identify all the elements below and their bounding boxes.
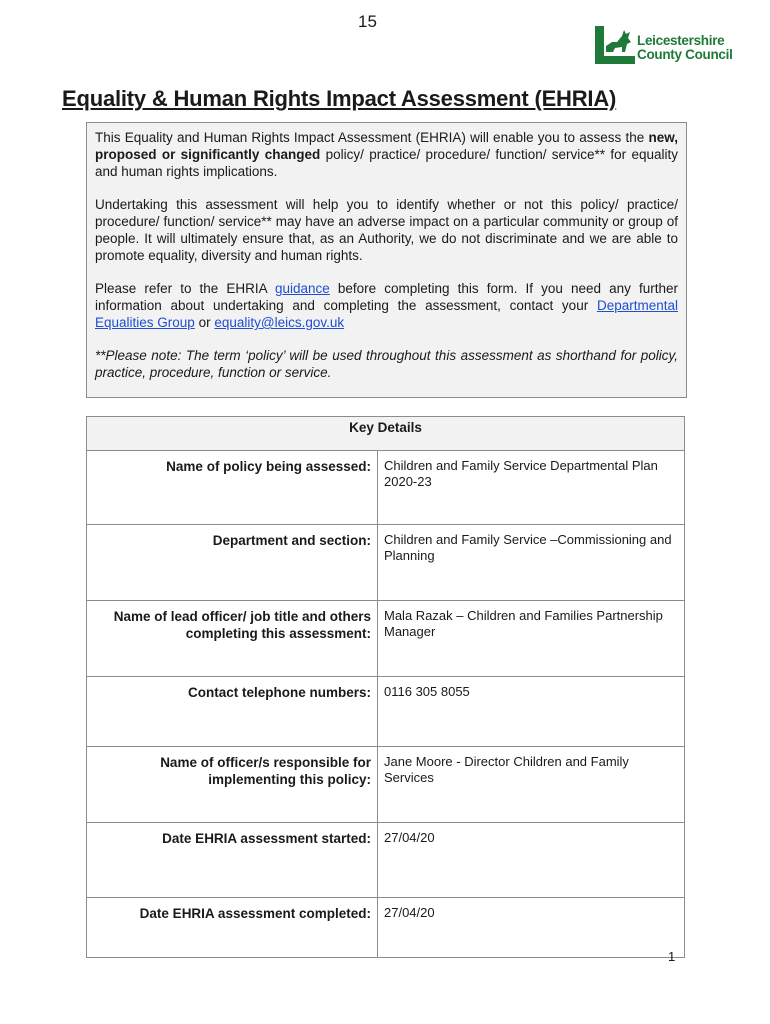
field-value-date-completed[interactable]: 27/04/20 <box>378 898 685 958</box>
key-details-heading: Key Details <box>87 417 685 451</box>
intro-p1-text: This Equality and Human Rights Impact Assessment (EHRIA) will enable you to assess the <box>95 130 649 145</box>
logo-line-1: Leicestershire <box>637 33 725 48</box>
intro-p3-text: Please refer to the EHRIA <box>95 281 275 296</box>
field-label-date-started: Date EHRIA assessment started: <box>87 823 378 898</box>
top-page-number: 15 <box>358 12 377 31</box>
council-logo <box>595 22 745 64</box>
intro-p3-or: or <box>194 315 215 330</box>
intro-paragraph-1 <box>95 129 678 180</box>
intro-paragraph-2: Undertaking this assessment will help you to identify whether or not this policy/ practice/ procedure/ function/ service** may have an adverse impact on a particular community or group of people. It will ultimately ensure that, as an Authority, we do not discriminate and we are able to promote equality, diversity and human rights. <box>95 197 678 263</box>
guidance-link[interactable]: guidance <box>275 281 330 296</box>
field-label-policy-name: Name of policy being assessed: <box>87 451 378 525</box>
table-row <box>87 525 685 601</box>
intro-note: **Please note: The term ‘policy’ will be used throughout this assessment as shorthand for policy, practice, procedure, function or service. <box>95 348 678 380</box>
intro-p3-text-mid: before completing this form. If you need any further information about undertaking and completing the assessment, contact your <box>95 281 678 313</box>
table-row <box>87 601 685 677</box>
table-row <box>87 747 685 823</box>
field-label-lead-officer: Name of lead officer/ job title and others completing this assessment: <box>87 601 378 677</box>
intro-box <box>86 122 687 398</box>
field-value-department[interactable]: Children and Family Service –Commissioning and Planning <box>378 525 685 601</box>
key-details-table <box>86 416 685 958</box>
field-value-date-started[interactable]: 27/04/20 <box>378 823 685 898</box>
table-row <box>87 823 685 898</box>
intro-paragraph-3 <box>95 280 678 331</box>
equalities-group-link[interactable]: Departmental Equalities Group <box>95 298 678 330</box>
email-link[interactable]: equality@leics.gov.uk <box>214 315 345 330</box>
table-row <box>87 677 685 747</box>
page-title: Equality & Human Rights Impact Assessment (EHRIA) <box>62 86 617 111</box>
field-value-policy-name[interactable]: Children and Family Service Departmental Plan 2020-23 <box>378 451 685 525</box>
fox-emblem-icon <box>595 22 635 64</box>
field-value-responsible-officer[interactable]: Jane Moore - Director Children and Family Services <box>378 747 685 823</box>
table-row <box>87 898 685 958</box>
intro-p1-bold: new, proposed or significantly changed <box>95 130 678 162</box>
field-label-responsible-officer: Name of officer/s responsible for implementing this policy: <box>87 747 378 823</box>
field-label-date-completed: Date EHRIA assessment completed: <box>87 898 378 958</box>
table-row <box>87 451 685 525</box>
footer-page-number: 1 <box>668 949 676 964</box>
field-value-lead-officer[interactable]: Mala Razak – Children and Families Partnership Manager <box>378 601 685 677</box>
field-label-telephone: Contact telephone numbers: <box>87 677 378 747</box>
field-value-telephone[interactable]: 0116 305 8055 <box>378 677 685 747</box>
intro-p1-text-end: policy/ practice/ procedure/ function/ service** for equality and human rights implications. <box>95 147 679 179</box>
logo-line-2: County Council <box>637 47 733 62</box>
field-label-department: Department and section: <box>87 525 378 601</box>
